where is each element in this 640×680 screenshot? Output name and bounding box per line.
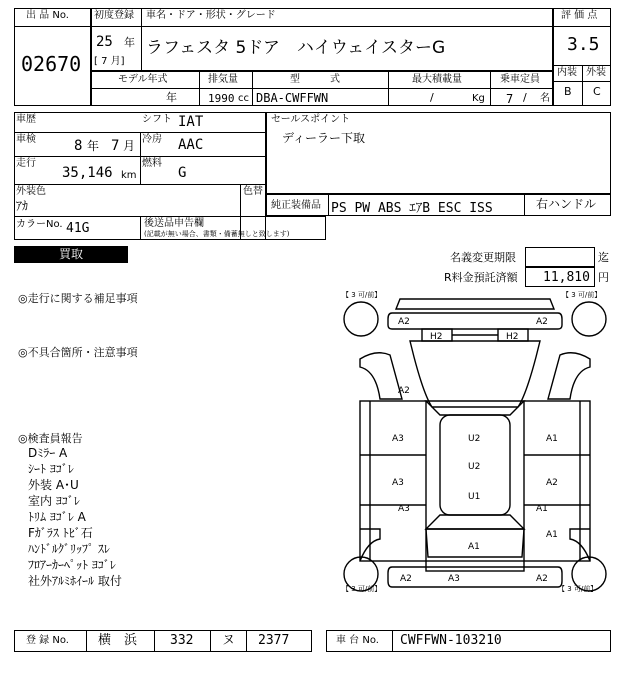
mark-rear-bumper-left: A2 (400, 574, 412, 584)
mark-rear-bumper-right: A2 (536, 574, 548, 584)
car-name: ラフェスタ 5ドア ハイウェイスターG (146, 38, 446, 58)
max-load-value: / (430, 91, 434, 104)
sales-point-value: ディーラー下取 (282, 131, 366, 145)
first-reg-year: 25 (96, 34, 113, 50)
mark-headlight-right: H2 (506, 332, 519, 342)
corner-label-bl: 【 3 可/前】 (342, 585, 382, 593)
rating-label: 評 価 点 (561, 10, 598, 21)
mark-hood: A2 (398, 386, 410, 396)
displacement-label: 排気量 (208, 74, 238, 85)
inspection-label: 車検 (16, 134, 36, 145)
displacement-unit: cc (238, 93, 249, 104)
aircon-label: 冷房 (142, 134, 162, 145)
recycle-unit: 円 (598, 271, 609, 284)
capacity-sep: / (523, 91, 527, 104)
inspection-year-unit: 年 (87, 139, 100, 153)
lot-label: 出 品 No. (26, 10, 69, 21)
capacity-label: 乗車定員 (500, 74, 540, 85)
mark-rear-door-left: A3 (398, 504, 410, 514)
purchase-label: 買取 (58, 247, 83, 261)
registration-number: 2377 (258, 633, 290, 648)
inspector-report-title: ◎検査員報告 (18, 432, 83, 445)
mark-tailgate: A1 (468, 542, 480, 552)
mark-roof-rear: U1 (468, 492, 481, 502)
fuel-value: G (178, 165, 187, 181)
interior-label: 内装 (557, 67, 577, 78)
inspection-month-unit: 月 (123, 139, 136, 153)
list-item: ﾄﾘﾑ ﾖｺﾞﾚ A (28, 510, 86, 524)
first-reg-label: 初度登録 (94, 10, 134, 21)
recycle-value: 11,810 (543, 270, 590, 285)
mark-front-bumper-left: A2 (398, 317, 410, 327)
equipment-label: 純正装備品 (271, 200, 321, 211)
mark-front-door-right: A2 (546, 478, 558, 488)
inspector-report-list (28, 446, 308, 590)
registration-class: 332 (170, 633, 194, 648)
post-docs-note: (記載が無い場合、書類・備蓄無しと致します) (144, 230, 290, 238)
rating-score: 3.5 (567, 34, 600, 55)
wheel-front-right (572, 302, 606, 336)
list-item: 外装 A･U (28, 478, 79, 492)
exterior-color-label: 外装色 (16, 186, 46, 197)
exterior-color-value: ｱｶ (16, 199, 29, 213)
exterior-grade: C (593, 85, 601, 98)
car-damage-diagram (340, 289, 610, 605)
rear-window (426, 515, 524, 529)
mark-rear-door-right: A1 (536, 504, 548, 514)
max-load-unit: Kg (472, 93, 485, 104)
history-label: 車歴 (16, 114, 36, 125)
lot-number: 02670 (21, 52, 82, 76)
mark-roof-mid: U2 (468, 462, 481, 472)
color-no-value: 41G (66, 221, 90, 236)
exterior-label: 外装 (586, 67, 606, 78)
displacement-value: 1990 (208, 92, 235, 105)
list-item: ｼｰﾄ ﾖｺﾞﾚ (28, 462, 74, 476)
equipment-value: PS PW ABS ｴｱB ESC ISS (331, 201, 493, 216)
defects-notes-title: ◎不具合箇所・注意事項 (18, 346, 138, 359)
aircon-value: AAC (178, 137, 204, 153)
mileage-value: 35,146 (62, 165, 113, 181)
chassis-label: 車 台 No. (336, 635, 379, 646)
mark-rear-bumper-mid: A3 (448, 574, 460, 584)
color-no-label: カラーNo. (16, 219, 63, 230)
name-change-unit: 迄 (598, 251, 609, 264)
registration-kana: ヌ (222, 633, 236, 648)
inspection-year: 8 (74, 138, 83, 154)
max-load-label: 最大積載量 (412, 74, 462, 85)
type-value: DBA-CWFFWN (256, 91, 329, 105)
capacity-value: 7 (506, 92, 514, 106)
windshield (426, 401, 524, 415)
wheel-front-left (344, 302, 378, 336)
type-label: 型 式 (290, 74, 340, 85)
mark-rear-door-right-2: A1 (546, 530, 558, 540)
registration-label: 登 録 No. (26, 635, 69, 646)
capacity-unit: 名 (540, 93, 550, 104)
list-item: Dﾐﾗｰ A (28, 446, 68, 460)
list-item: ﾌﾛｱｰｶｰﾍﾟｯﾄ ﾖｺﾞﾚ (28, 558, 116, 572)
mileage-label: 走行 (16, 158, 36, 169)
list-item: 社外ｱﾙﾐﾎｲｰﾙ 取付 (28, 574, 122, 588)
mark-roof-front: U2 (468, 434, 481, 444)
registration-area: 横 浜 (98, 633, 138, 648)
color-change-label: 色替 (243, 186, 263, 197)
mileage-unit: km (121, 170, 137, 181)
shift-label: シフト (142, 114, 172, 125)
inspection-month: 7 (111, 138, 120, 154)
post-docs-label: 後送品申告欄 (144, 218, 204, 229)
car-name-label: 車名・ドア・形状・グレード (146, 10, 276, 21)
first-reg-year-unit: 年 (124, 36, 135, 49)
rear-lamp (426, 561, 524, 571)
steering-value: 右ハンドル (536, 197, 597, 211)
mark-headlight-left: H2 (430, 332, 443, 342)
mark-front-bumper-right: A2 (536, 317, 548, 327)
chassis-value: CWFFWN-103210 (400, 633, 502, 648)
list-item: ﾊﾝﾄﾞﾙｸﾞﾘｯﾌﾟ ｽﾚ (28, 542, 110, 556)
corner-label-tl: 【 3 可/前】 (342, 291, 382, 299)
first-reg-month: [ 7 月] (94, 56, 125, 67)
list-item: 室内 ﾖｺﾞﾚ (28, 494, 80, 508)
corner-label-tr: 【 3 可/前】 (562, 291, 602, 299)
mark-front-fender-right: A1 (546, 434, 558, 444)
name-change-label: 名義変更期限 (450, 251, 516, 264)
recycle-label: R料金預託済額 (444, 271, 518, 284)
name-change-box (525, 247, 595, 267)
model-year-unit: 年 (166, 91, 177, 104)
shift-value: IAT (178, 114, 204, 130)
hood (410, 341, 540, 407)
driving-notes-title: ◎走行に関する補足事項 (18, 292, 138, 305)
mark-front-door-left: A3 (392, 478, 404, 488)
mark-front-fender-left: A3 (392, 434, 404, 444)
sales-point-label: セールスポイント (271, 114, 351, 125)
fuel-label: 燃料 (142, 158, 162, 169)
model-year-label: モデル年式 (118, 74, 168, 85)
list-item: Fｶﾞﾗｽ ﾄﾋﾞ石 (28, 526, 93, 540)
interior-grade: B (564, 85, 572, 98)
corner-label-br: 【 3 可/前】 (558, 585, 598, 593)
